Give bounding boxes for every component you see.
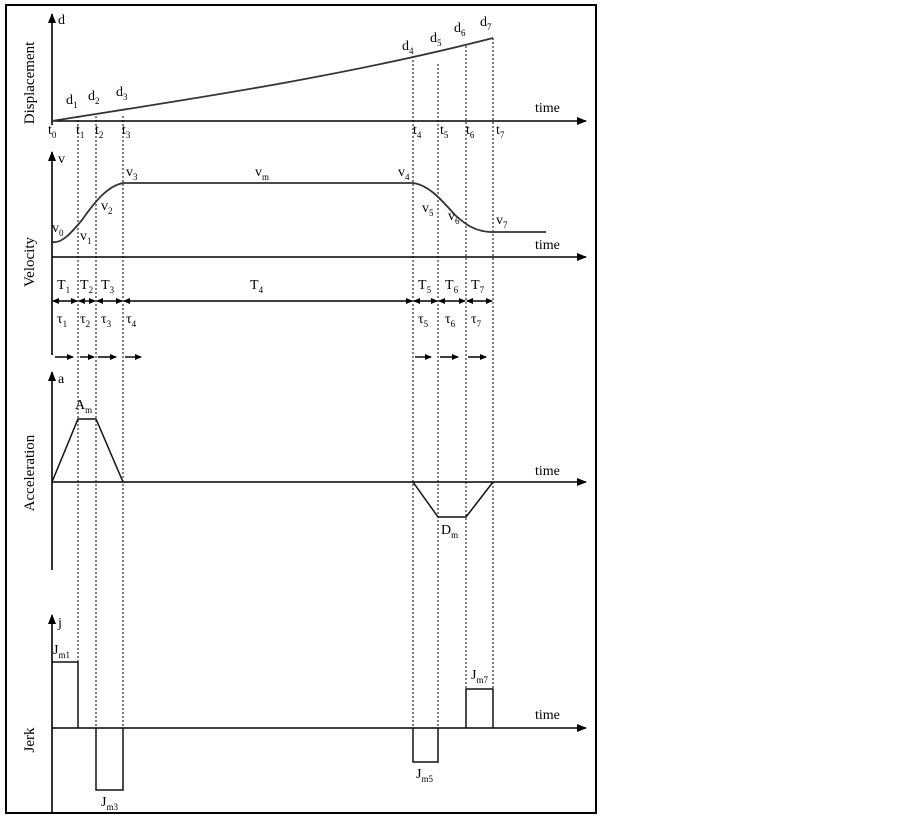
jerk-axis-symbol: j (58, 616, 62, 631)
velocity-time-label: time (535, 238, 560, 253)
jerk-pulse-5 (413, 728, 438, 762)
jerk-time-label: time (535, 708, 560, 723)
jerk-amplitude-label: $J_{m3}$ (101, 795, 118, 812)
jerk-amplitude-label: $J_{m1}$ (53, 643, 70, 660)
phase-duration-label: $\tau_5$ (418, 312, 429, 329)
velocity-ylabel: Velocity (22, 237, 38, 287)
jerk-pulse-1 (52, 662, 78, 728)
jerk-panel (22, 615, 586, 812)
phase-duration-label: $\tau_3$ (101, 312, 112, 329)
time-instant-label: $t_2$ (95, 123, 104, 140)
diagram-labels (48, 15, 508, 812)
displacement-point-label: $d_3$ (116, 85, 128, 102)
velocity-curve (52, 183, 546, 242)
displacement-point-label: $d_4$ (402, 39, 414, 56)
velocity-point-label: $v_0$ (52, 221, 64, 238)
duration-label: $T_2$ (80, 278, 94, 295)
jerk-amplitude-label: $J_{m7}$ (471, 668, 488, 685)
time-instant-label: $t_4$ (413, 123, 422, 140)
duration-label: $T_7$ (471, 278, 485, 295)
phase-duration-label: $\tau_1$ (57, 312, 68, 329)
velocity-point-label: $v_5$ (422, 201, 434, 218)
max-acceleration-label: $A_m$ (75, 398, 93, 415)
acceleration-time-label: time (535, 464, 560, 479)
displacement-curve (52, 38, 493, 121)
velocity-point-label: $v_m$ (255, 165, 270, 182)
acceleration-positive-pulse (52, 419, 123, 482)
acceleration-panel (22, 372, 586, 570)
time-instant-label: $t_5$ (440, 123, 449, 140)
displacement-point-label: $d_7$ (480, 15, 492, 32)
displacement-axis-symbol: d (58, 13, 65, 28)
jerk-pulse-3 (96, 728, 123, 790)
duration-label: $T_6$ (445, 278, 459, 295)
time-instant-label: $t_3$ (122, 123, 131, 140)
time-instant-label: $t_0$ (48, 123, 57, 140)
displacement-point-label: $d_6$ (454, 21, 466, 38)
velocity-point-label: $v_1$ (80, 229, 92, 246)
phase-duration-label: $\tau_7$ (471, 312, 482, 329)
jerk-amplitude-label: $J_{m5}$ (416, 767, 433, 784)
jerk-ylabel: Jerk (22, 727, 38, 753)
duration-label: $T_1$ (57, 278, 71, 295)
velocity-point-label: $v_6$ (448, 209, 460, 226)
velocity-point-label: $v_2$ (101, 199, 113, 216)
acceleration-ylabel: Acceleration (22, 434, 38, 512)
jerk-pulse-7 (466, 689, 493, 728)
displacement-panel (22, 13, 586, 125)
displacement-point-label: $d_2$ (88, 89, 100, 106)
phase-duration-label: $\tau_4$ (126, 312, 137, 329)
velocity-point-label: $v_7$ (496, 213, 508, 230)
duration-label: $T_4$ (250, 278, 264, 295)
time-instant-label: $t_7$ (496, 123, 505, 140)
displacement-point-label: $d_1$ (66, 93, 78, 110)
phase-duration-label: $\tau_2$ (80, 312, 91, 329)
displacement-time-label: time (535, 101, 560, 116)
velocity-point-label: $v_4$ (398, 165, 410, 182)
displacement-point-label: $d_5$ (430, 31, 442, 48)
displacement-ylabel: Displacement (22, 41, 38, 125)
acceleration-axis-symbol: a (58, 372, 65, 387)
velocity-point-label: $v_3$ (126, 165, 138, 182)
phase-duration-label: $\tau_6$ (445, 312, 456, 329)
acceleration-negative-pulse (413, 482, 493, 517)
time-instant-label: $t_6$ (466, 123, 475, 140)
time-instant-label: $t_1$ (76, 123, 85, 140)
duration-label: $T_3$ (101, 278, 115, 295)
duration-label: $T_5$ (418, 278, 432, 295)
velocity-axis-symbol: v (58, 152, 65, 167)
time-instant-guides (78, 38, 493, 790)
max-deceleration-label: $D_m$ (441, 523, 459, 540)
